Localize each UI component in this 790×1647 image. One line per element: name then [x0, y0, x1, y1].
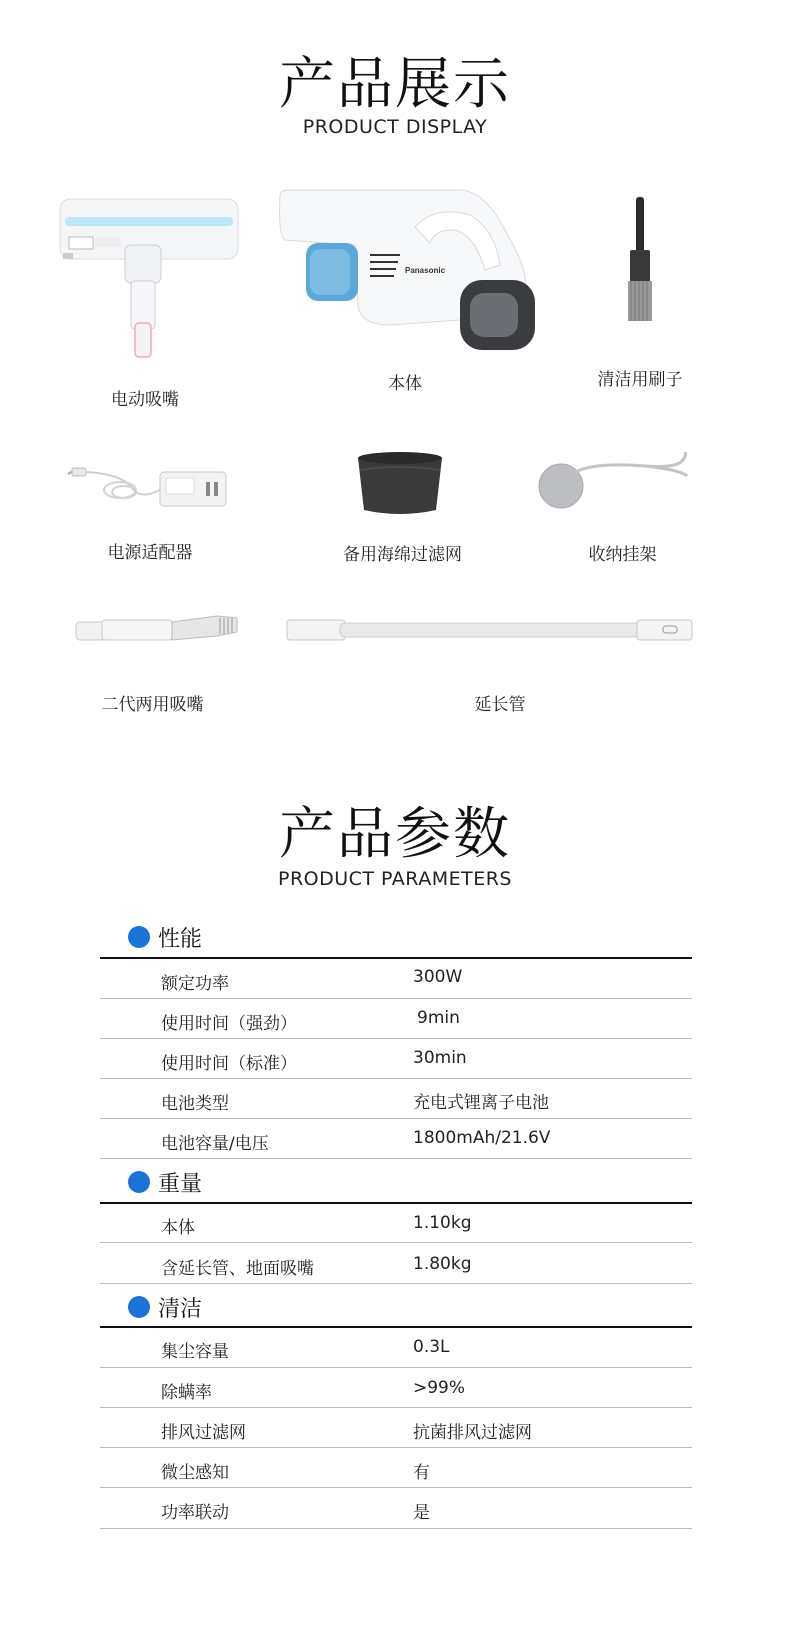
- extension-tube-image: [285, 615, 695, 645]
- params-title: 产品参数: [279, 802, 511, 867]
- param-value: 1.10kg: [413, 1213, 472, 1233]
- param-key: 电池类型: [161, 1094, 229, 1114]
- divider: [100, 1283, 692, 1284]
- item-label-brush: 清洁用刷子: [597, 370, 683, 390]
- param-key: 功率联动: [161, 1503, 229, 1523]
- main-body-image: [270, 185, 560, 360]
- item-label-extension-tube: 延长管: [474, 695, 526, 715]
- divider: [100, 1447, 692, 1448]
- divider: [100, 1078, 692, 1079]
- display-subtitle: PRODUCT DISPLAY: [302, 116, 488, 138]
- dual-nozzle-image: [72, 612, 242, 648]
- param-key: 电池容量/电压: [161, 1134, 269, 1154]
- divider: [100, 1038, 692, 1039]
- divider: [100, 1407, 692, 1408]
- param-key: 集尘容量: [161, 1342, 229, 1362]
- divider: [100, 1202, 692, 1204]
- item-label-hanger: 收纳挂架: [588, 545, 657, 565]
- bullet-dot-icon: [128, 1296, 150, 1318]
- divider: [100, 1158, 692, 1159]
- bullet-dot-icon: [128, 926, 150, 948]
- item-label-adapter: 电源适配器: [107, 543, 193, 563]
- param-key: 本体: [161, 1218, 195, 1238]
- brand-logo-text: Panasonic: [405, 266, 446, 275]
- item-label-dual-nozzle: 二代两用吸嘴: [101, 695, 204, 715]
- divider: [100, 1367, 692, 1368]
- power-adapter-image: [62, 460, 232, 515]
- display-title: 产品展示: [279, 52, 511, 117]
- section-header-weight: [128, 1167, 202, 1197]
- section-header-cleaning: [128, 1292, 202, 1322]
- param-value: 抗菌排风过滤网: [413, 1423, 532, 1443]
- divider: [100, 1528, 692, 1529]
- section-header-performance: [128, 922, 202, 952]
- section-title: 清洁: [158, 1296, 203, 1322]
- bullet-dot-icon: [128, 1171, 150, 1193]
- storage-hanger-image: [535, 452, 695, 514]
- param-value: 1800mAh/21.6V: [413, 1128, 551, 1148]
- item-label-sponge-filter: 备用海绵过滤网: [343, 545, 462, 565]
- divider: [100, 1487, 692, 1488]
- sponge-filter-image: [350, 450, 450, 518]
- param-value: 9min: [417, 1008, 460, 1028]
- param-key: 含延长管、地面吸嘴: [161, 1259, 314, 1279]
- param-key: 微尘感知: [161, 1463, 229, 1483]
- divider: [100, 957, 692, 959]
- item-label-power-nozzle: 电动吸嘴: [111, 390, 179, 410]
- section-title: 性能: [158, 926, 203, 952]
- param-key: 使用时间（强劲）: [161, 1014, 297, 1034]
- param-value: 0.3L: [413, 1337, 450, 1357]
- param-value: 1.80kg: [413, 1254, 472, 1274]
- param-value: 有: [413, 1463, 430, 1483]
- param-key: 除螨率: [161, 1383, 212, 1403]
- params-subtitle: PRODUCT PARAMETERS: [277, 868, 512, 890]
- power-nozzle-image: [55, 195, 245, 370]
- divider: [100, 1326, 692, 1328]
- param-key: 排风过滤网: [161, 1423, 246, 1443]
- param-key: 额定功率: [161, 974, 229, 994]
- divider: [100, 998, 692, 999]
- param-key: 使用时间（标准）: [161, 1054, 297, 1074]
- section-title: 重量: [158, 1171, 203, 1197]
- param-value: 300W: [413, 967, 463, 987]
- param-value: 是: [413, 1503, 430, 1523]
- item-label-main-body: 本体: [388, 374, 422, 394]
- divider: [100, 1118, 692, 1119]
- param-value: 30min: [413, 1048, 467, 1068]
- divider: [100, 1242, 692, 1243]
- cleaning-brush-image: [620, 195, 660, 325]
- param-value: 充电式锂离子电池: [413, 1093, 549, 1113]
- param-value: >99%: [413, 1378, 466, 1398]
